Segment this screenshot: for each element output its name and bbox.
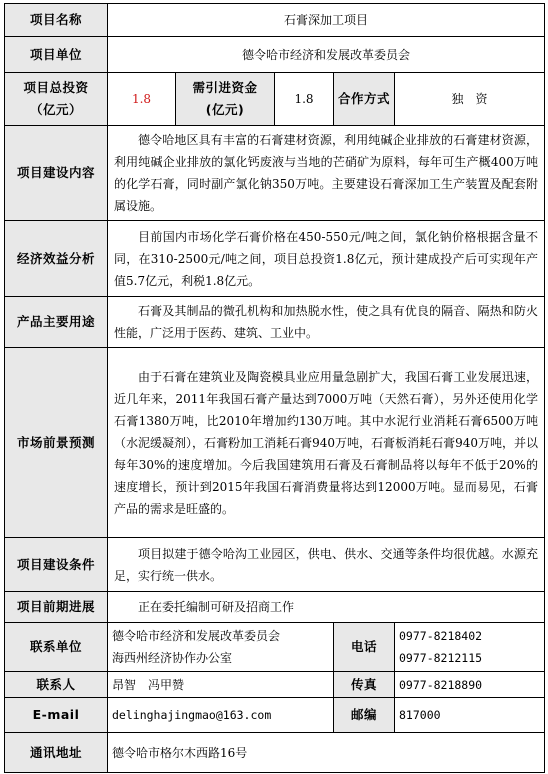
economic-analysis-text: 目前国内市场化学石膏价格在450-550元/吨之间，氯化钠价格根据含量不同，在310-2500元/吨之间，项目总投资1.8亿元，预计建成投产后可实现年产值5.7亿元，利税1.8亿元。 [108, 221, 545, 297]
main-use-label: 产品主要用途 [5, 297, 108, 348]
fax-label: 传真 [334, 672, 395, 698]
row-main-use [5, 297, 545, 348]
total-investment-label-line2: （亿元） [29, 102, 82, 117]
market-outlook-label: 市场前景预测 [5, 348, 108, 538]
address-value: 德令哈市格尔木西路16号 [108, 733, 545, 773]
phone-label: 电话 [334, 623, 395, 672]
economic-analysis-label: 经济效益分析 [5, 221, 108, 297]
project-unit-label: 项目单位 [5, 37, 108, 73]
progress-text: 正在委托编制可研及招商工作 [108, 592, 545, 623]
needed-funds-label [176, 73, 275, 126]
zip-label: 邮编 [334, 698, 395, 733]
conditions-text: 项目拟建于德令哈沟工业园区，供电、供水、交通等条件均很优越。水源充足，实行统一供水。 [108, 538, 545, 592]
row-contact-unit [5, 623, 545, 672]
project-info-table [4, 3, 545, 773]
email-value[interactable]: delinghajingmao@163.com [108, 698, 334, 733]
progress-label: 项目前期进展 [5, 592, 108, 623]
contact-unit-label: 联系单位 [5, 623, 108, 672]
contact-unit-line1: 德令哈市经济和发展改革委员会 [112, 629, 281, 643]
row-contact-person [5, 672, 545, 698]
row-market-outlook [5, 348, 545, 538]
phone-value [395, 623, 545, 672]
row-project-unit [5, 37, 545, 73]
zip-value: 817000 [395, 698, 545, 733]
contact-person-value: 昂智 冯甲赞 [108, 672, 334, 698]
total-investment-value: 1.8 [108, 73, 176, 126]
row-address [5, 733, 545, 773]
row-project-name [5, 4, 545, 37]
total-investment-label [5, 73, 108, 126]
contact-person-label: 联系人 [5, 672, 108, 698]
market-outlook-text: 由于石膏在建筑业及陶瓷模具业应用量急剧扩大，我国石膏工业发展迅速，近几年来，2011年我国石膏产量达到7000万吨（天然石膏），另外还使用化学石膏1380万吨，比2010年增加约130万吨。其中水泥行业消耗石膏6500万吨（水泥缓凝剂），石膏粉加工消耗石膏940万吨，石膏板消耗石膏940万吨，并以每年30%的速度增加。今后我国建筑用石膏及石膏制品将以每年不低于20%的速度增长，预计到2015年我国石膏消费量将达到12000万吨。显而易见，石膏产品的需求是旺盛的。 [108, 348, 545, 538]
row-economic-analysis [5, 221, 545, 297]
needed-funds-label-line1: 需引进资金 [192, 80, 258, 95]
row-construction-content [5, 126, 545, 221]
row-progress [5, 592, 545, 623]
contact-unit-value [108, 623, 334, 672]
phone-value-2: 0977-8212115 [399, 651, 483, 665]
needed-funds-label-line2: (亿元) [205, 102, 245, 117]
conditions-label: 项目建设条件 [5, 538, 108, 592]
row-investment [5, 73, 545, 126]
row-conditions [5, 538, 545, 592]
contact-unit-line2: 海西州经济协作办公室 [112, 651, 233, 665]
row-email [5, 698, 545, 733]
project-name-label: 项目名称 [5, 4, 108, 37]
needed-funds-value: 1.8 [275, 73, 334, 126]
phone-value-1: 0977-8218402 [399, 629, 483, 643]
address-label: 通讯地址 [5, 733, 108, 773]
project-name-value: 石膏深加工项目 [108, 4, 545, 37]
cooperation-value: 独 资 [395, 73, 545, 126]
email-label: E-mail [5, 698, 108, 733]
construction-content-label: 项目建设内容 [5, 126, 108, 221]
fax-value: 0977-8218890 [395, 672, 545, 698]
construction-content-text: 德令哈地区具有丰富的石膏建材资源，利用纯碱企业排放的石膏建材资源，利用纯碱企业排放的氯化钙废液与当地的芒硝矿为原料，每年可生产概400万吨的化学石膏，同时副产氯化钠350万吨。主要建设石膏深加工生产装置及配套附属设施。 [108, 126, 545, 221]
main-use-text: 石膏及其制品的微孔机构和加热脱水性，使之具有优良的隔音、隔热和防火性能，广泛用于医药、建筑、工业中。 [108, 297, 545, 348]
total-investment-label-line1: 项目总投资 [23, 80, 89, 95]
project-unit-value: 德令哈市经济和发展改革委员会 [108, 37, 545, 73]
cooperation-label: 合作方式 [334, 73, 395, 126]
